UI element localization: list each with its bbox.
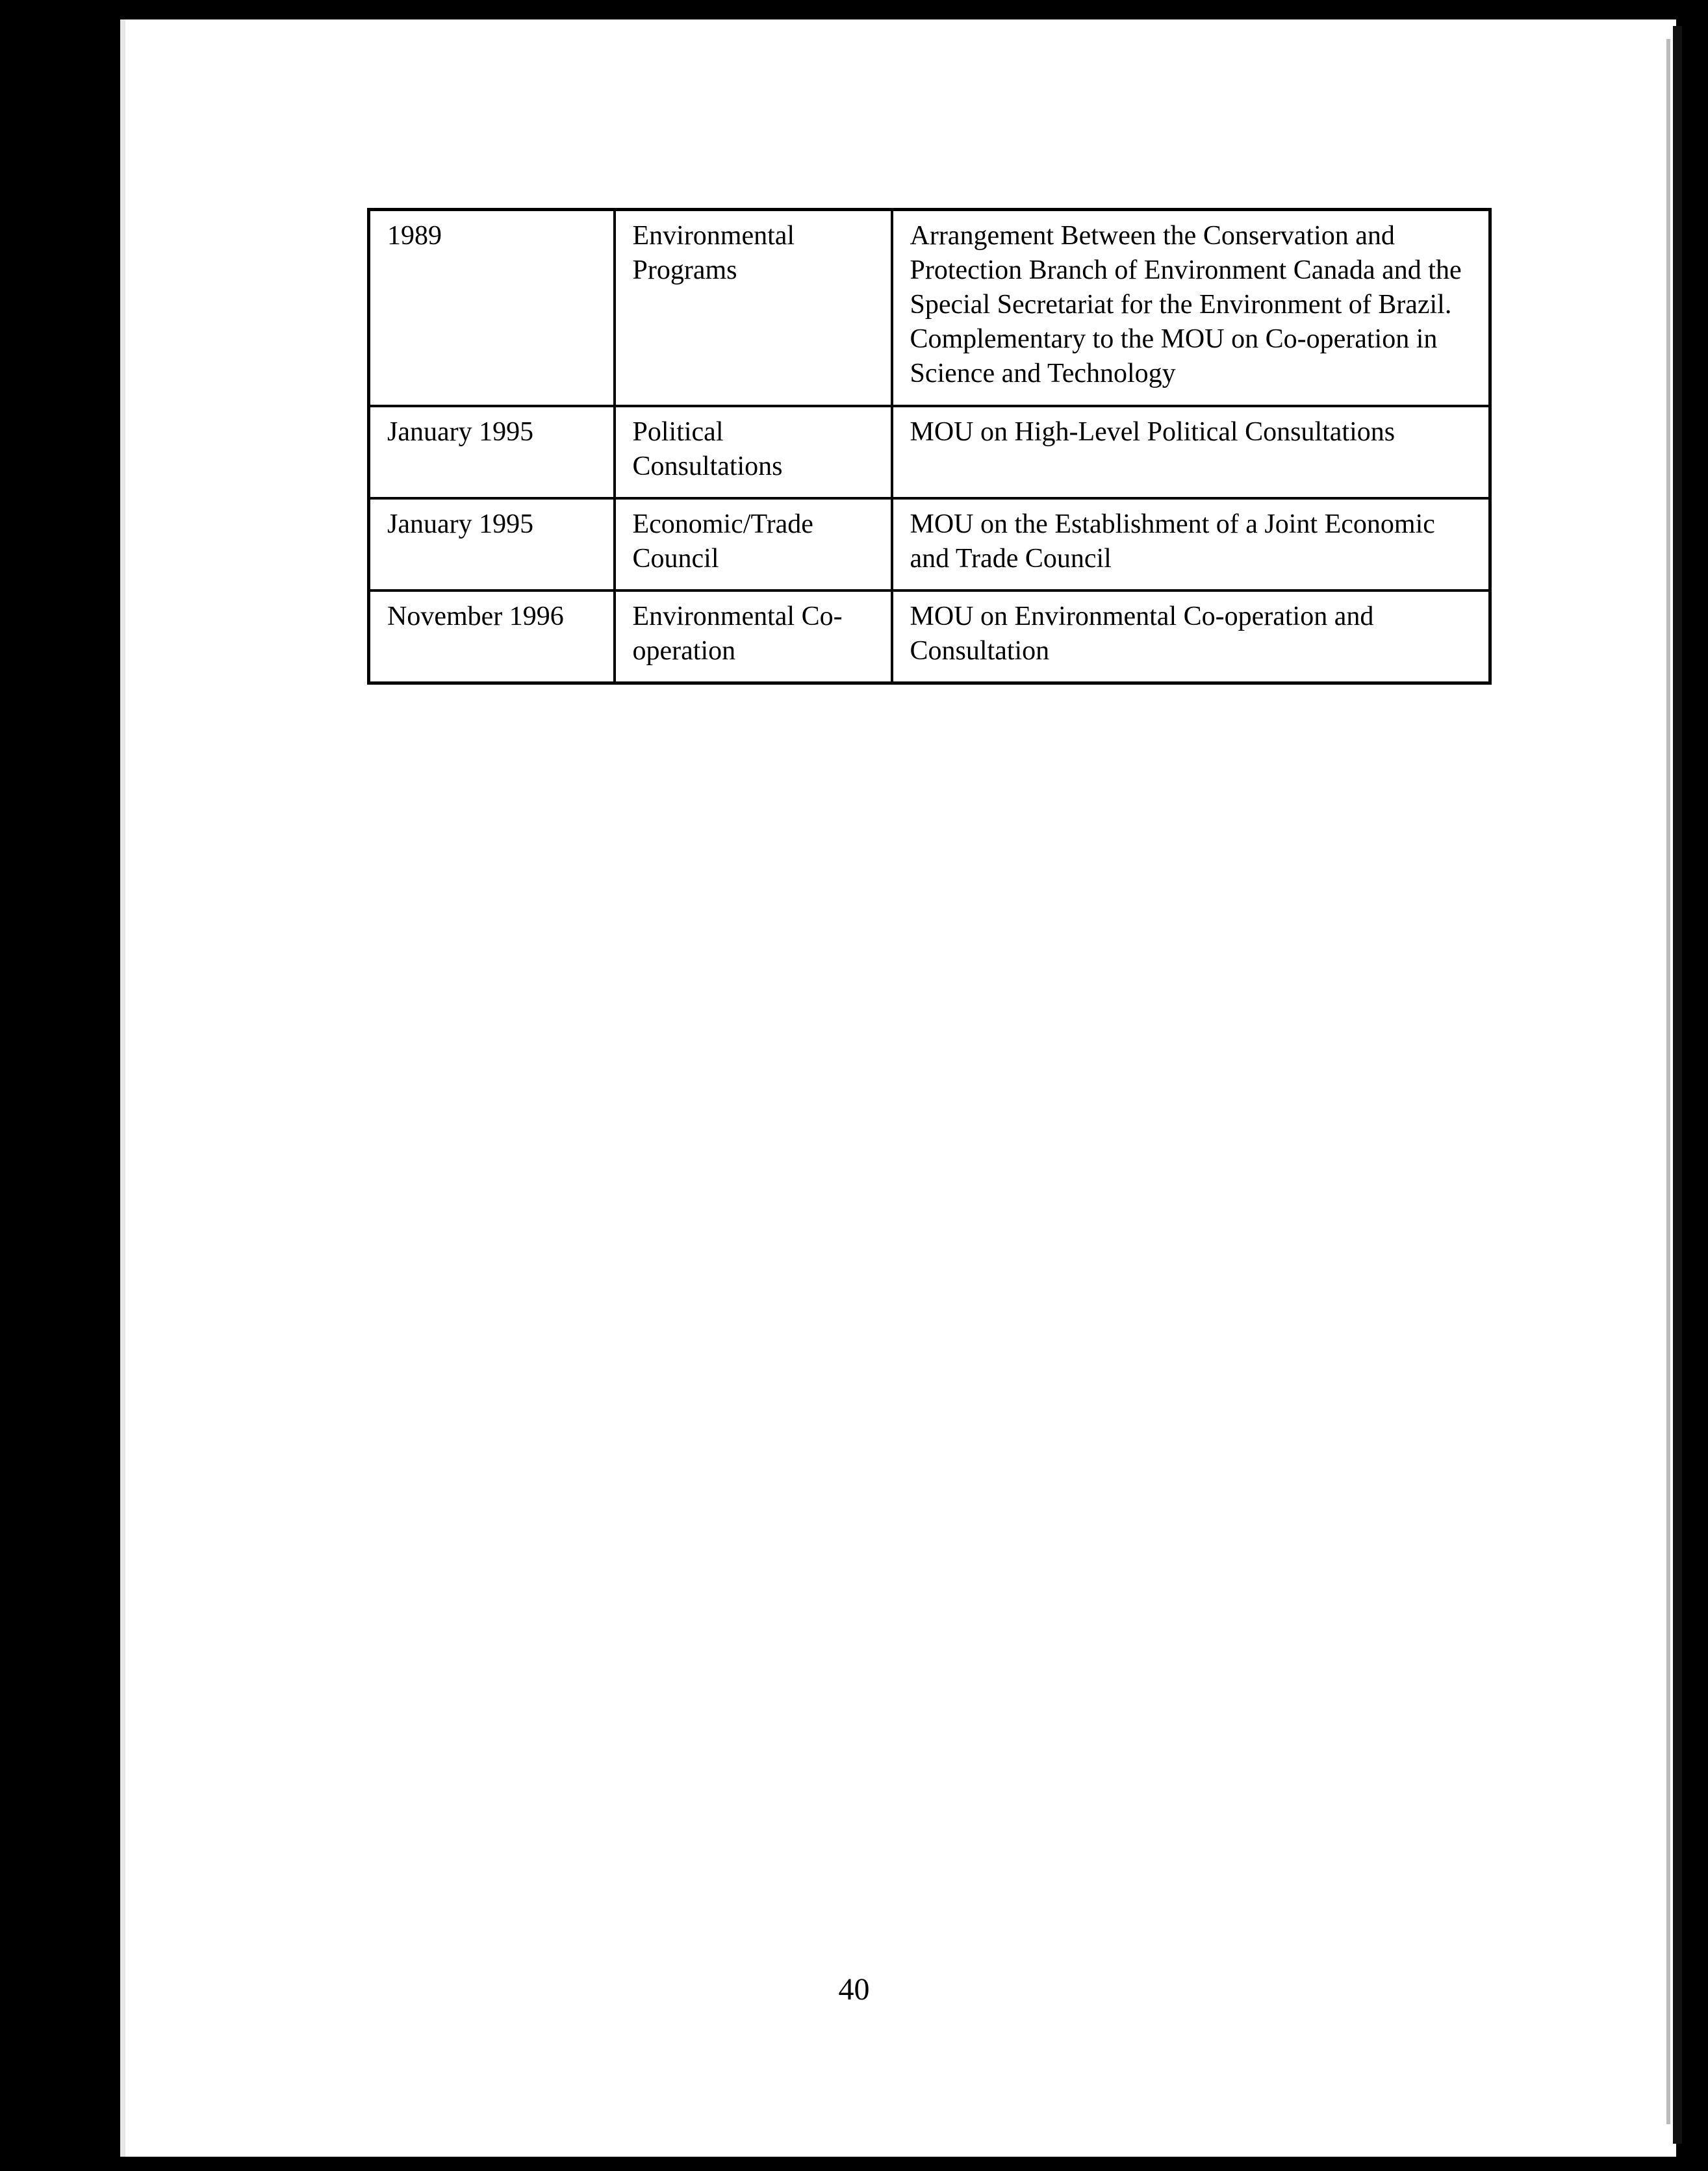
type-cell: Environmental Programs — [615, 210, 892, 407]
table-row — [369, 406, 1490, 498]
date-cell: January 1995 — [369, 498, 615, 590]
description-cell: Arrangement Between the Conservation and Protection Branch of Environment Canada and the Special Secretariat for the Environment of Brazil. Complementary to the MOU on Co-operation in Science and Technology — [892, 210, 1490, 407]
date-cell: January 1995 — [369, 406, 615, 498]
description-cell: MOU on Environmental Co-operation and Consultation — [892, 590, 1490, 683]
table-row — [369, 498, 1490, 590]
page-left-edge — [120, 19, 125, 2157]
binding-shadow — [1666, 39, 1670, 2124]
table-row — [369, 590, 1490, 683]
agreements-table — [367, 208, 1492, 685]
description-cell: MOU on the Establishment of a Joint Economic and Trade Council — [892, 498, 1490, 590]
page-number: 40 — [838, 1972, 870, 2007]
date-cell: November 1996 — [369, 590, 615, 683]
binding-edge — [1673, 26, 1682, 2144]
type-cell: Environmental Co-operation — [615, 590, 892, 683]
agreements-table-container — [367, 208, 1488, 685]
description-cell: MOU on High-Level Political Consultations — [892, 406, 1490, 498]
type-cell: Political Consultations — [615, 406, 892, 498]
type-cell: Economic/Trade Council — [615, 498, 892, 590]
table-row — [369, 210, 1490, 407]
date-cell: 1989 — [369, 210, 615, 407]
